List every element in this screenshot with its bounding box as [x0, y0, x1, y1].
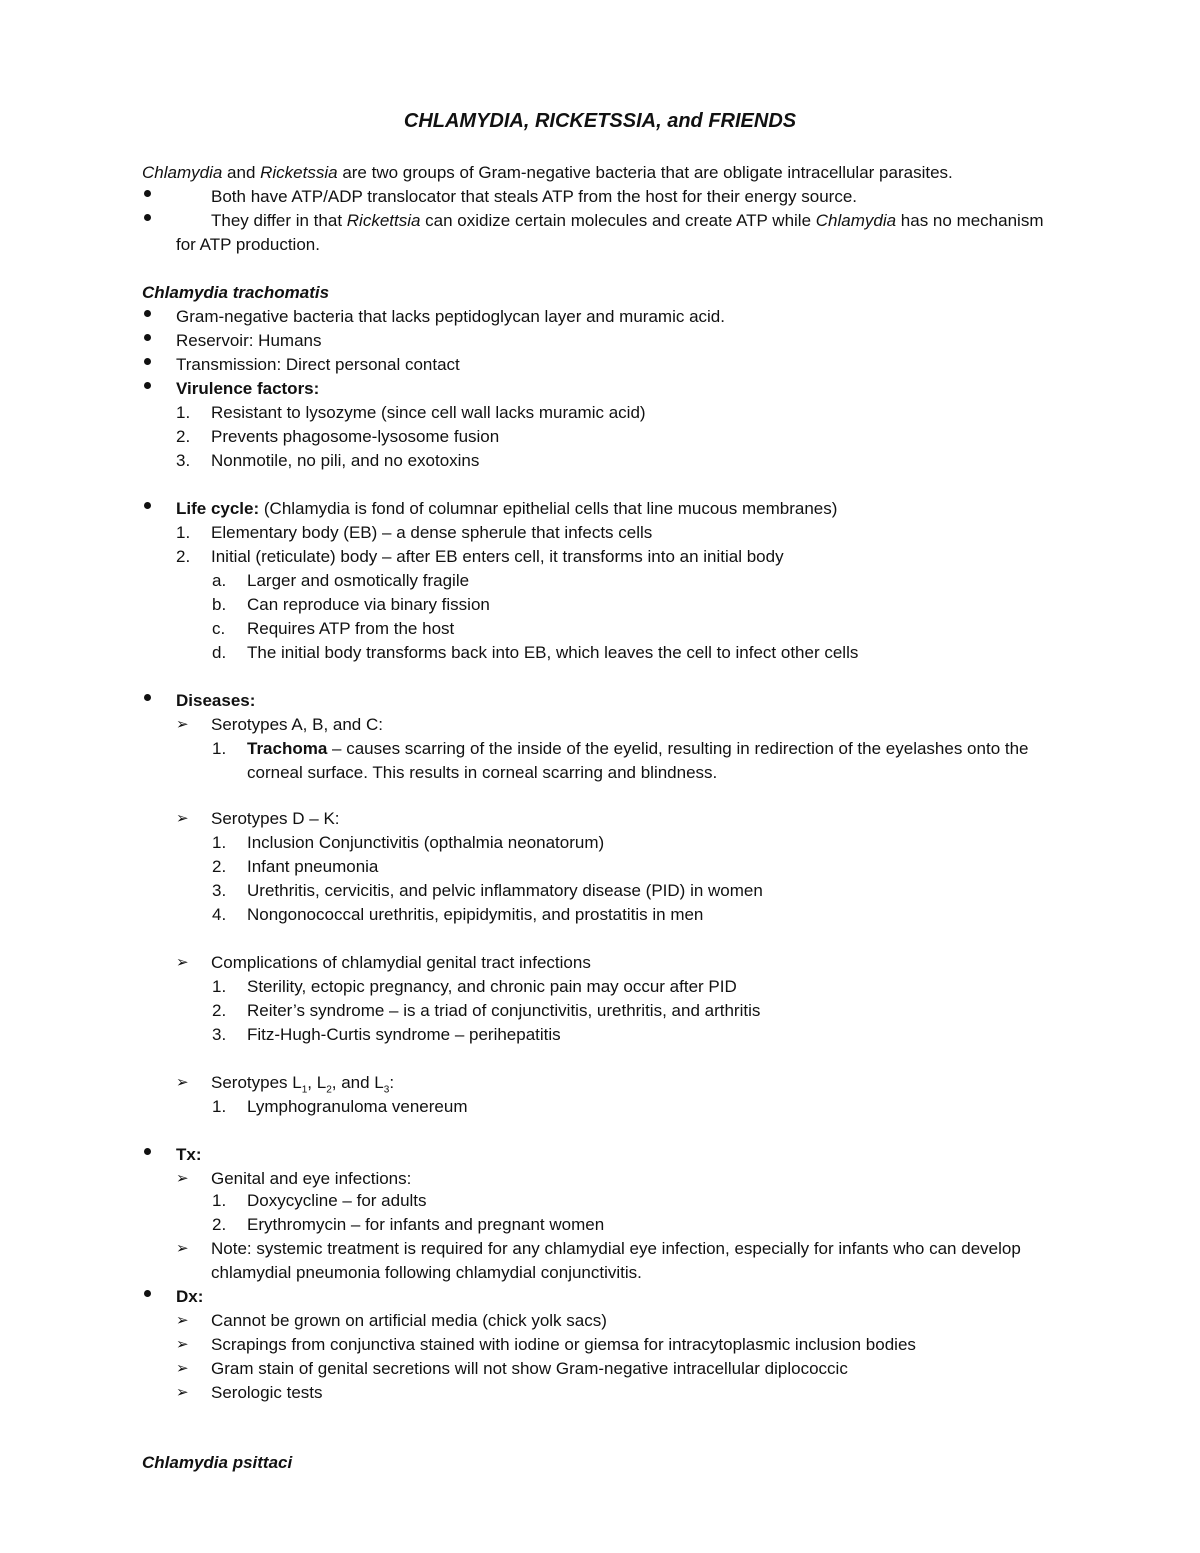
- list-item: Transmission: Direct personal contact: [176, 355, 460, 374]
- list-item: Erythromycin – for infants and pregnant women: [247, 1215, 605, 1234]
- list-item: Doxycycline – for adults: [247, 1191, 427, 1210]
- list-item: Resistant to lysozyme (since cell wall lacks muramic acid): [211, 403, 646, 422]
- list-item: Infant pneumonia: [247, 857, 379, 876]
- intro-bullet-2-cont: for ATP production.: [176, 235, 320, 254]
- arrow-bullet-icon: ➢: [176, 716, 189, 733]
- bullet-icon: [144, 382, 151, 389]
- text: (Chlamydia is fond of columnar epithelial cells that line mucous membranes): [259, 499, 838, 518]
- list-item: Nonmotile, no pili, and no exotoxins: [211, 451, 480, 470]
- list-item: Nongonococcal urethritis, epipidymitis, and prostatitis in men: [247, 905, 704, 924]
- list-item: Cannot be grown on artificial media (chick yolk sacs): [211, 1311, 607, 1330]
- list-item: Prevents phagosome-lysosome fusion: [211, 427, 500, 446]
- bullet-icon: [144, 502, 151, 509]
- list-item-virulence: Virulence factors:: [176, 379, 320, 398]
- text: has no mechanism: [896, 211, 1044, 230]
- list-item: Sterility, ectopic pregnancy, and chronic pain may occur after PID: [247, 977, 737, 996]
- bullet-icon: [144, 214, 151, 221]
- number-marker: 2.: [212, 857, 227, 876]
- text: – causes scarring of the inside of the eyelid, resulting in redirection of the eyelashes onto the: [327, 739, 1029, 758]
- section-heading-psittaci: Chlamydia psittaci: [142, 1453, 293, 1472]
- list-item: Lymphogranuloma venereum: [247, 1097, 468, 1116]
- list-item-dx: Dx:: [176, 1287, 204, 1306]
- list-item-diseases: Diseases:: [176, 691, 256, 710]
- letter-marker: d.: [212, 643, 227, 662]
- bullet-icon: [144, 1290, 151, 1297]
- list-item: Scrapings from conjunctiva stained with iodine or giemsa for intracytoplasmic inclusion bodies: [211, 1335, 916, 1354]
- list-item-life-cycle: [176, 497, 837, 521]
- bullet-icon: [144, 358, 151, 365]
- intro-bullet-2: [211, 209, 1043, 233]
- arrow-bullet-icon: ➢: [176, 810, 189, 827]
- text-italic: Chlamydia: [815, 211, 897, 230]
- list-item: Initial (reticulate) body – after EB enters cell, it transforms into an initial body: [211, 547, 784, 566]
- bullet-icon: [144, 1148, 151, 1155]
- label-bold: Trachoma: [247, 739, 328, 758]
- list-item: Serotypes A, B, and C:: [211, 715, 383, 734]
- list-item-note-cont: chlamydial pneumonia following chlamydial conjunctivitis.: [211, 1263, 642, 1282]
- number-marker: 2.: [176, 427, 191, 446]
- number-marker: 1.: [212, 1097, 227, 1116]
- text-italic: Rickettsia: [346, 211, 421, 230]
- number-marker: 3.: [212, 881, 227, 900]
- intro-word-chlamydia: Chlamydia: [142, 163, 223, 182]
- list-item: Fitz-Hugh-Curtis syndrome – perihepatitis: [247, 1025, 561, 1044]
- document-title: CHLAMYDIA, RICKETSSIA, and FRIENDS: [403, 110, 797, 132]
- list-item: Genital and eye infections:: [211, 1169, 412, 1188]
- letter-marker: a.: [212, 571, 227, 590]
- text: They differ in that: [211, 211, 347, 230]
- subscript: 3: [383, 1084, 390, 1096]
- list-item: Reservoir: Humans: [176, 331, 322, 350]
- list-item: Reiter’s syndrome – is a triad of conjunctivitis, urethritis, and arthritis: [247, 1001, 761, 1020]
- list-item: Serotypes D – K:: [211, 809, 340, 828]
- list-item-note: Note: systemic treatment is required for any chlamydial eye infection, especially for infants who can develop: [211, 1239, 1021, 1258]
- arrow-bullet-icon: ➢: [176, 1240, 189, 1257]
- text: Serotypes L: [211, 1073, 302, 1092]
- bullet-icon: [144, 334, 151, 341]
- list-item: Requires ATP from the host: [247, 619, 455, 638]
- text: can oxidize certain molecules and create ATP while: [420, 211, 816, 230]
- intro-text: and: [222, 163, 261, 182]
- list-item: Can reproduce via binary fission: [247, 595, 490, 614]
- list-item: The initial body transforms back into EB, which leaves the cell to infect other cells: [247, 643, 859, 662]
- arrow-bullet-icon: ➢: [176, 1384, 189, 1401]
- number-marker: 3.: [176, 451, 191, 470]
- list-item: Urethritis, cervicitis, and pelvic inflammatory disease (PID) in women: [247, 881, 763, 900]
- number-marker: 2.: [212, 1215, 227, 1234]
- intro-word-ricketssia: Ricketssia: [260, 163, 338, 182]
- intro-bullet-1: Both have ATP/ADP translocator that steals ATP from the host for their energy source.: [211, 187, 858, 206]
- text: :: [389, 1073, 395, 1092]
- section-heading-trachomatis: Chlamydia trachomatis: [142, 283, 330, 302]
- bullet-icon: [144, 694, 151, 701]
- arrow-bullet-icon: ➢: [176, 954, 189, 971]
- number-marker: 1.: [176, 403, 191, 422]
- number-marker: 1.: [176, 523, 191, 542]
- letter-marker: b.: [212, 595, 227, 614]
- list-item: Larger and osmotically fragile: [247, 571, 470, 590]
- bullet-icon: [144, 190, 151, 197]
- number-marker: 3.: [212, 1025, 227, 1044]
- list-item-cont: corneal surface. This results in corneal scarring and blindness.: [247, 763, 718, 782]
- label-bold: Life cycle:: [176, 499, 260, 518]
- arrow-bullet-icon: ➢: [176, 1312, 189, 1329]
- number-marker: 1.: [212, 833, 227, 852]
- list-item: Complications of chlamydial genital tract infections: [211, 953, 591, 972]
- letter-marker: c.: [212, 619, 226, 638]
- list-item-serotypes-l: [211, 1071, 394, 1095]
- arrow-bullet-icon: ➢: [176, 1170, 189, 1187]
- number-marker: 4.: [212, 905, 227, 924]
- intro-paragraph: [142, 161, 953, 185]
- list-item: Gram-negative bacteria that lacks peptidoglycan layer and muramic acid.: [176, 307, 725, 326]
- arrow-bullet-icon: ➢: [176, 1336, 189, 1353]
- number-marker: 2.: [176, 547, 191, 566]
- bullet-icon: [144, 310, 151, 317]
- text: , L: [307, 1073, 327, 1092]
- number-marker: 1.: [212, 739, 227, 758]
- number-marker: 1.: [212, 1191, 227, 1210]
- list-item: Inclusion Conjunctivitis (opthalmia neonatorum): [247, 833, 605, 852]
- number-marker: 1.: [212, 977, 227, 996]
- text: , and L: [331, 1073, 384, 1092]
- arrow-bullet-icon: ➢: [176, 1074, 189, 1091]
- number-marker: 2.: [212, 1001, 227, 1020]
- subscript: 2: [326, 1084, 332, 1096]
- arrow-bullet-icon: ➢: [176, 1360, 189, 1377]
- list-item: Gram stain of genital secretions will not show Gram-negative intracellular diplococcic: [211, 1359, 848, 1378]
- list-item-trachoma: [247, 737, 1029, 761]
- intro-text: are two groups of Gram-negative bacteria that are obligate intracellular parasites.: [337, 163, 953, 182]
- list-item: Elementary body (EB) – a dense spherule that infects cells: [211, 523, 653, 542]
- list-item-tx: Tx:: [176, 1145, 202, 1164]
- subscript: 1: [301, 1084, 308, 1096]
- list-item: Serologic tests: [211, 1383, 323, 1402]
